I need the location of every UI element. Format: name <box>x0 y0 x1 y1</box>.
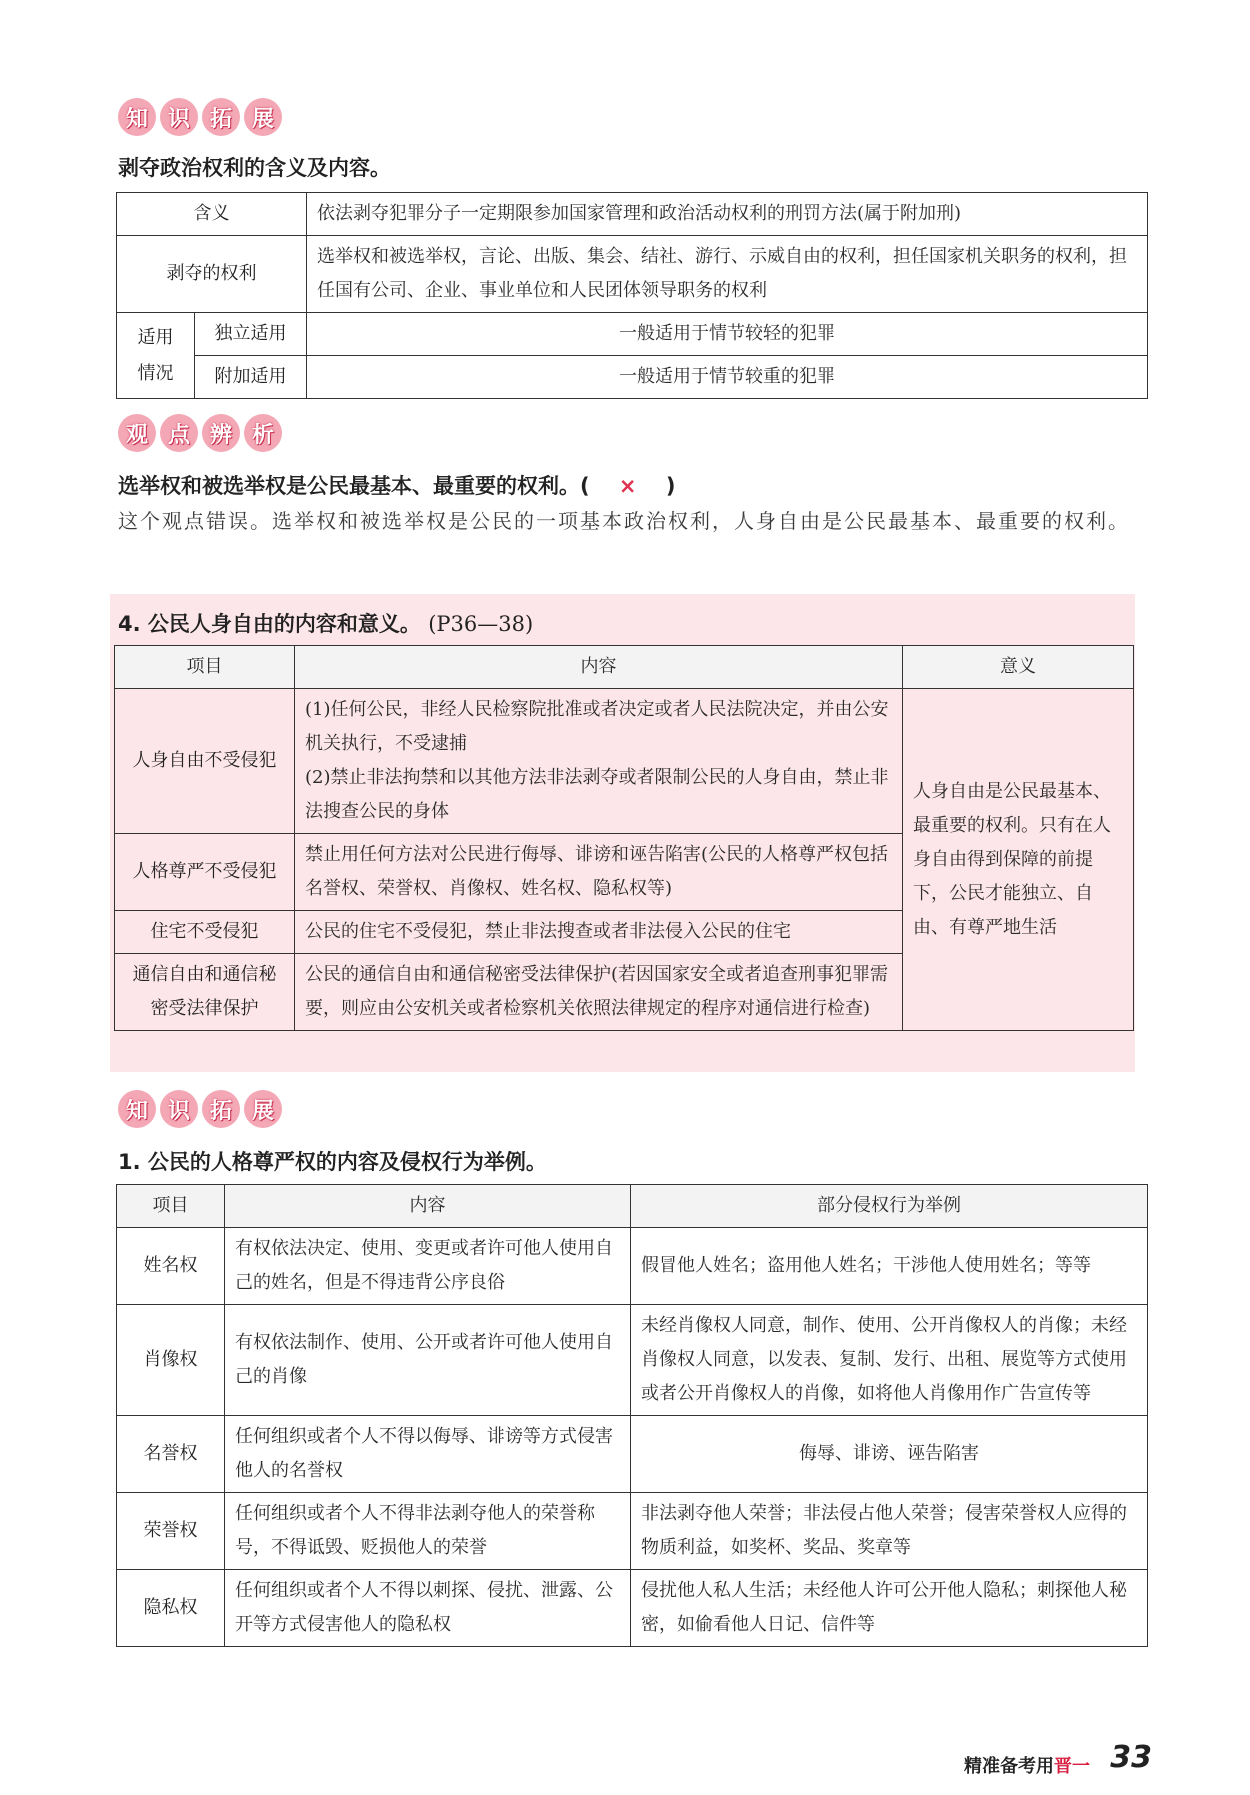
badge-char: 观 <box>118 414 156 452</box>
meaning-label: 含义 <box>117 193 307 236</box>
row-item: 人身自由不受侵犯 <box>115 689 295 834</box>
row-content: 公民的住宅不受侵犯，禁止非法搜查或者非法侵入公民的住宅 <box>295 911 903 954</box>
badge-char: 知 <box>118 98 156 136</box>
viewpoint-statement <box>118 470 675 500</box>
statement-text: 选举权和被选举权是公民最基本、最重要的权利。( <box>118 474 590 498</box>
badge-char: 知 <box>118 1090 156 1128</box>
page-reference: (P36—38) <box>428 612 534 636</box>
badge-char: 析 <box>244 414 282 452</box>
knowledge-extension-badge-1 <box>118 98 282 140</box>
row-item: 名誉权 <box>117 1416 225 1493</box>
badge-char: 识 <box>160 98 198 136</box>
section4-title: 1. 公民的人格尊严权的内容及侵权行为举例。 <box>118 1150 547 1174</box>
dignity-rights-table <box>116 1184 1148 1647</box>
apply-label-line: 适用 <box>137 326 174 348</box>
header-meaning: 意义 <box>903 646 1134 689</box>
row-item: 姓名权 <box>117 1228 225 1305</box>
footer-brand: 晋一 <box>1054 1756 1090 1777</box>
badge-char: 拓 <box>202 1090 240 1128</box>
badge-char: 识 <box>160 1090 198 1128</box>
badge-char: 点 <box>160 414 198 452</box>
apply-label <box>117 313 195 399</box>
row-item: 荣誉权 <box>117 1493 225 1570</box>
header-content: 内容 <box>225 1185 631 1228</box>
row-content: 有权依法决定、使用、变更或者许可他人使用自己的姓名，但是不得违背公序良俗 <box>225 1228 631 1305</box>
badge-char: 展 <box>244 1090 282 1128</box>
personal-freedom-table <box>114 645 1134 1031</box>
header-content: 内容 <box>295 646 903 689</box>
statement-close: ) <box>665 474 676 498</box>
row-item: 通信自由和通信秘密受法律保护 <box>115 954 295 1031</box>
row-content: 禁止用任何方法对公民进行侮辱、诽谤和诬告陷害(公民的人格尊严权包括名誉权、荣誉权、肖像权、姓名权、隐私权等) <box>295 834 903 911</box>
additional-label: 附加适用 <box>195 356 307 399</box>
row-content: 任何组织或者个人不得以刺探、侵扰、泄露、公开等方式侵害他人的隐私权 <box>225 1570 631 1647</box>
wrong-mark: × <box>618 474 637 498</box>
apply-label-line: 情况 <box>137 362 174 384</box>
section1-title: 剥夺政治权利的含义及内容。 <box>118 156 391 180</box>
header-example: 部分侵权行为举例 <box>631 1185 1148 1228</box>
viewpoint-explanation: 这个观点错误。选举权和被选举权是公民的一项基本政治权利，人身自由是公民最基本、最重要的权利。 <box>118 509 1130 533</box>
meaning-cell: 人身自由是公民最基本、最重要的权利。只有在人身自由得到保障的前提下，公民才能独立、自由、有尊严地生活 <box>903 689 1134 1031</box>
row-example: 侮辱、诽谤、诬告陷害 <box>631 1416 1148 1493</box>
badge-char: 拓 <box>202 98 240 136</box>
row-content: 公民的通信自由和通信秘密受法律保护(若因国家安全或者追查刑事犯罪需要，则应由公安机关或者检察机关依照法律规定的程序对通信进行检查) <box>295 954 903 1031</box>
rights-label: 剥夺的权利 <box>117 236 307 313</box>
independent-text: 一般适用于情节较轻的犯罪 <box>307 313 1148 356</box>
viewpoint-analysis-badge <box>118 414 282 456</box>
footer-text: 精准备考用 <box>964 1756 1054 1777</box>
row-example: 未经肖像权人同意，制作、使用、公开肖像权人的肖像；未经肖像权人同意，以发表、复制、发行、出租、展览等方式使用或者公开肖像权人的肖像，如将他人肖像用作广告宣传等 <box>631 1305 1148 1416</box>
section-title: 公民人身自由的内容和意义。 <box>147 612 421 636</box>
row-content: (1)任何公民，非经人民检察院批准或者决定或者人民法院决定，并由公安机关执行，不受逮捕 (2)禁止非法拘禁和以其他方法非法剥夺或者限制公民的人身自由，禁止非法搜查公民的身体 <box>295 689 903 834</box>
row-content: 任何组织或者个人不得以侮辱、诽谤等方式侵害他人的名誉权 <box>225 1416 631 1493</box>
political-rights-table <box>116 192 1148 399</box>
row-item: 人格尊严不受侵犯 <box>115 834 295 911</box>
badge-char: 展 <box>244 98 282 136</box>
footer-label <box>964 1752 1090 1778</box>
independent-label: 独立适用 <box>195 313 307 356</box>
badge-char: 辨 <box>202 414 240 452</box>
rights-text: 选举权和被选举权，言论、出版、集会、结社、游行、示威自由的权利，担任国家机关职务的权利，担任国有公司、企业、事业单位和人民团体领导职务的权利 <box>307 236 1148 313</box>
row-example: 侵扰他人私人生活；未经他人许可公开他人隐私；刺探他人秘密，如偷看他人日记、信件等 <box>631 1570 1148 1647</box>
row-example: 非法剥夺他人荣誉；非法侵占他人荣誉；侵害荣誉权人应得的物质利益，如奖杯、奖品、奖章等 <box>631 1493 1148 1570</box>
row-example: 假冒他人姓名；盗用他人姓名；干涉他人使用姓名；等等 <box>631 1228 1148 1305</box>
header-item: 项目 <box>117 1185 225 1228</box>
section3-title <box>118 608 533 638</box>
section-number: 4. <box>118 612 141 636</box>
row-item: 肖像权 <box>117 1305 225 1416</box>
row-item: 住宅不受侵犯 <box>115 911 295 954</box>
page-number: 33 <box>1110 1740 1152 1775</box>
additional-text: 一般适用于情节较重的犯罪 <box>307 356 1148 399</box>
meaning-text: 依法剥夺犯罪分子一定期限参加国家管理和政治活动权利的刑罚方法(属于附加刑) <box>307 193 1148 236</box>
row-content: 有权依法制作、使用、公开或者许可他人使用自己的肖像 <box>225 1305 631 1416</box>
row-content: 任何组织或者个人不得非法剥夺他人的荣誉称号，不得诋毁、贬损他人的荣誉 <box>225 1493 631 1570</box>
knowledge-extension-badge-2 <box>118 1090 282 1132</box>
header-item: 项目 <box>115 646 295 689</box>
row-item: 隐私权 <box>117 1570 225 1647</box>
